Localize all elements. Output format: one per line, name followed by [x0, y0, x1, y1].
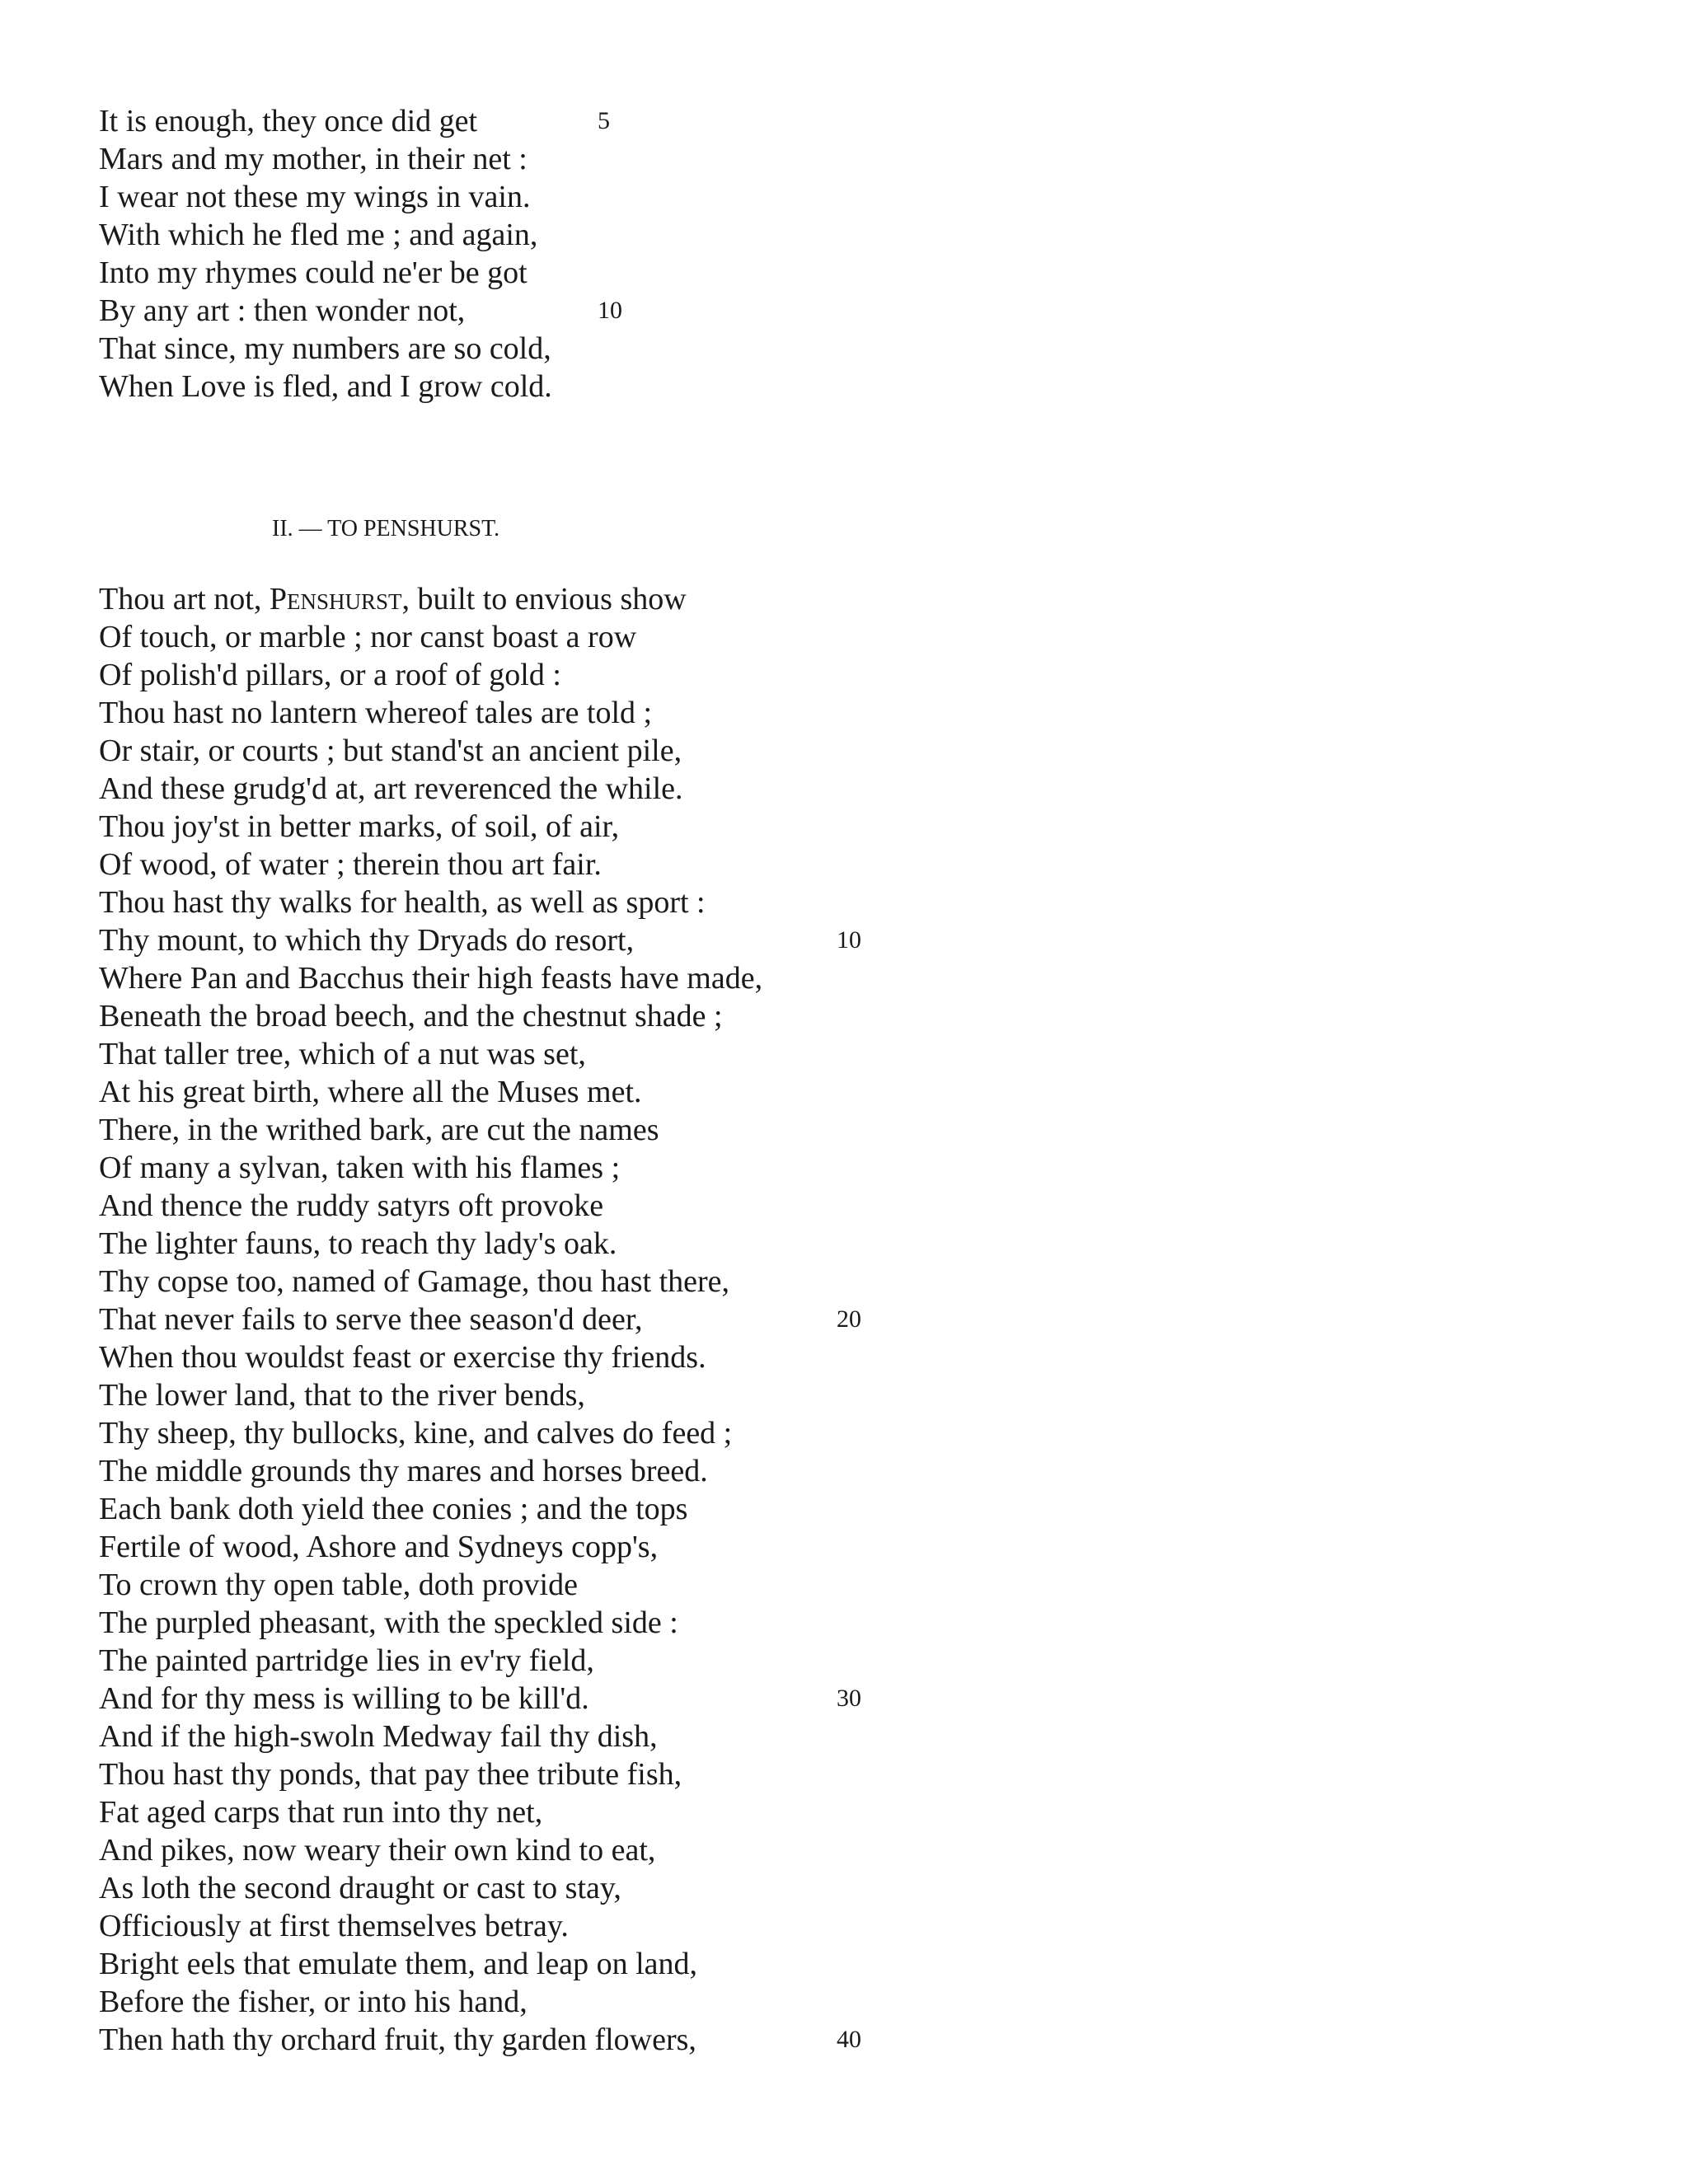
poem-line: It is enough, they once did get — [99, 104, 478, 138]
poem-line: The middle grounds thy mares and horses breed. — [99, 1454, 708, 1488]
line-number: 5 — [598, 107, 610, 134]
poem-line: Of many a sylvan, taken with his flames ; — [99, 1151, 621, 1185]
poem-line: Bright eels that emulate them, and leap on land, — [99, 1947, 698, 1981]
poem-line: At his great birth, where all the Muses met. — [99, 1075, 642, 1109]
poem-line: Before the fisher, or into his hand, — [99, 1985, 528, 2019]
poem-line: The purpled pheasant, with the speckled side : — [99, 1605, 678, 1640]
poem-line: Fertile of wood, Ashore and Sydneys copp's, — [99, 1530, 659, 1564]
line-number: 10 — [598, 297, 622, 324]
poem-line: Thou hast thy ponds, that pay thee tribute fish, — [99, 1757, 682, 1792]
poem-title: II. — TO PENSHURST. — [272, 516, 500, 541]
poem-line: Fat aged carps that run into thy net, — [99, 1795, 543, 1830]
line-number: 30 — [837, 1685, 861, 1712]
poem-line: The lower land, that to the river bends, — [99, 1378, 585, 1413]
poem-line: By any art : then wonder not, — [99, 293, 466, 328]
poem-line: When Love is fled, and I grow cold. — [99, 369, 552, 404]
poem-line: I wear not these my wings in vain. — [99, 180, 531, 214]
poem-line: Thy mount, to which thy Dryads do resort, — [99, 923, 635, 958]
poem-line: Then hath thy orchard fruit, thy garden flowers, — [99, 2022, 696, 2057]
poem-line — [99, 580, 687, 618]
poem-line: And if the high-swoln Medway fail thy dish, — [99, 1719, 658, 1754]
poem-line: Or stair, or courts ; but stand'st an ancient pile, — [99, 733, 682, 768]
poem-line: That never fails to serve thee season'd deer, — [99, 1302, 643, 1337]
poem-line: The painted partridge lies in ev'ry field, — [99, 1643, 594, 1678]
poem-line: As loth the second draught or cast to stay, — [99, 1871, 621, 1905]
poem-line: When thou wouldst feast or exercise thy friends. — [99, 1340, 706, 1375]
poem-line: Thou joy'st in better marks, of soil, of air, — [99, 809, 620, 844]
poem-line: Thy sheep, thy bullocks, kine, and calves do feed ; — [99, 1416, 733, 1451]
poem-line: And thence the ruddy satyrs oft provoke — [99, 1188, 604, 1223]
line-number: 10 — [837, 926, 861, 954]
line-text-after-name: , built to envious show — [401, 582, 687, 616]
poem-line: And these grudg'd at, art reverenced the while. — [99, 771, 683, 806]
poem-line: Of touch, or marble ; nor canst boast a row — [99, 620, 637, 654]
poem-line: Thou hast no lantern whereof tales are told ; — [99, 696, 653, 730]
poem-line: Thou hast thy walks for health, as well as sport : — [99, 885, 706, 920]
poem-line: And for thy mess is willing to be kill'd. — [99, 1681, 589, 1716]
poem-line: Beneath the broad beech, and the chestnut shade ; — [99, 999, 723, 1033]
poem-line: The lighter fauns, to reach thy lady's oak. — [99, 1226, 617, 1261]
poem-line: Of polish'd pillars, or a roof of gold : — [99, 658, 561, 692]
poem-line: There, in the writhed bark, are cut the names — [99, 1113, 659, 1147]
poem-line: Mars and my mother, in their net : — [99, 142, 528, 176]
poem-line: Of wood, of water ; therein thou art fair. — [99, 847, 602, 882]
poem-line: With which he fled me ; and again, — [99, 218, 538, 252]
poem-line: That since, my numbers are so cold, — [99, 331, 551, 366]
poem-line: Each bank doth yield thee conies ; and the tops — [99, 1492, 688, 1526]
poem-line: Into my rhymes could ne'er be got — [99, 255, 528, 290]
line-number: 20 — [837, 1305, 861, 1333]
poem-line: And pikes, now weary their own kind to eat, — [99, 1833, 656, 1868]
poem-line: Officiously at first themselves betray. — [99, 1909, 569, 1943]
poem-line: Thy copse too, named of Gamage, thou hast there, — [99, 1264, 730, 1299]
line-text-before-name: Thou art not, — [99, 582, 270, 616]
poem-line: Where Pan and Bacchus their high feasts have made, — [99, 961, 763, 996]
line-number: 40 — [837, 2026, 861, 2053]
poem-line: To crown thy open table, doth provide — [99, 1568, 578, 1602]
poem-line: That taller tree, which of a nut was set, — [99, 1037, 586, 1071]
place-name: Penshurst — [269, 582, 402, 616]
